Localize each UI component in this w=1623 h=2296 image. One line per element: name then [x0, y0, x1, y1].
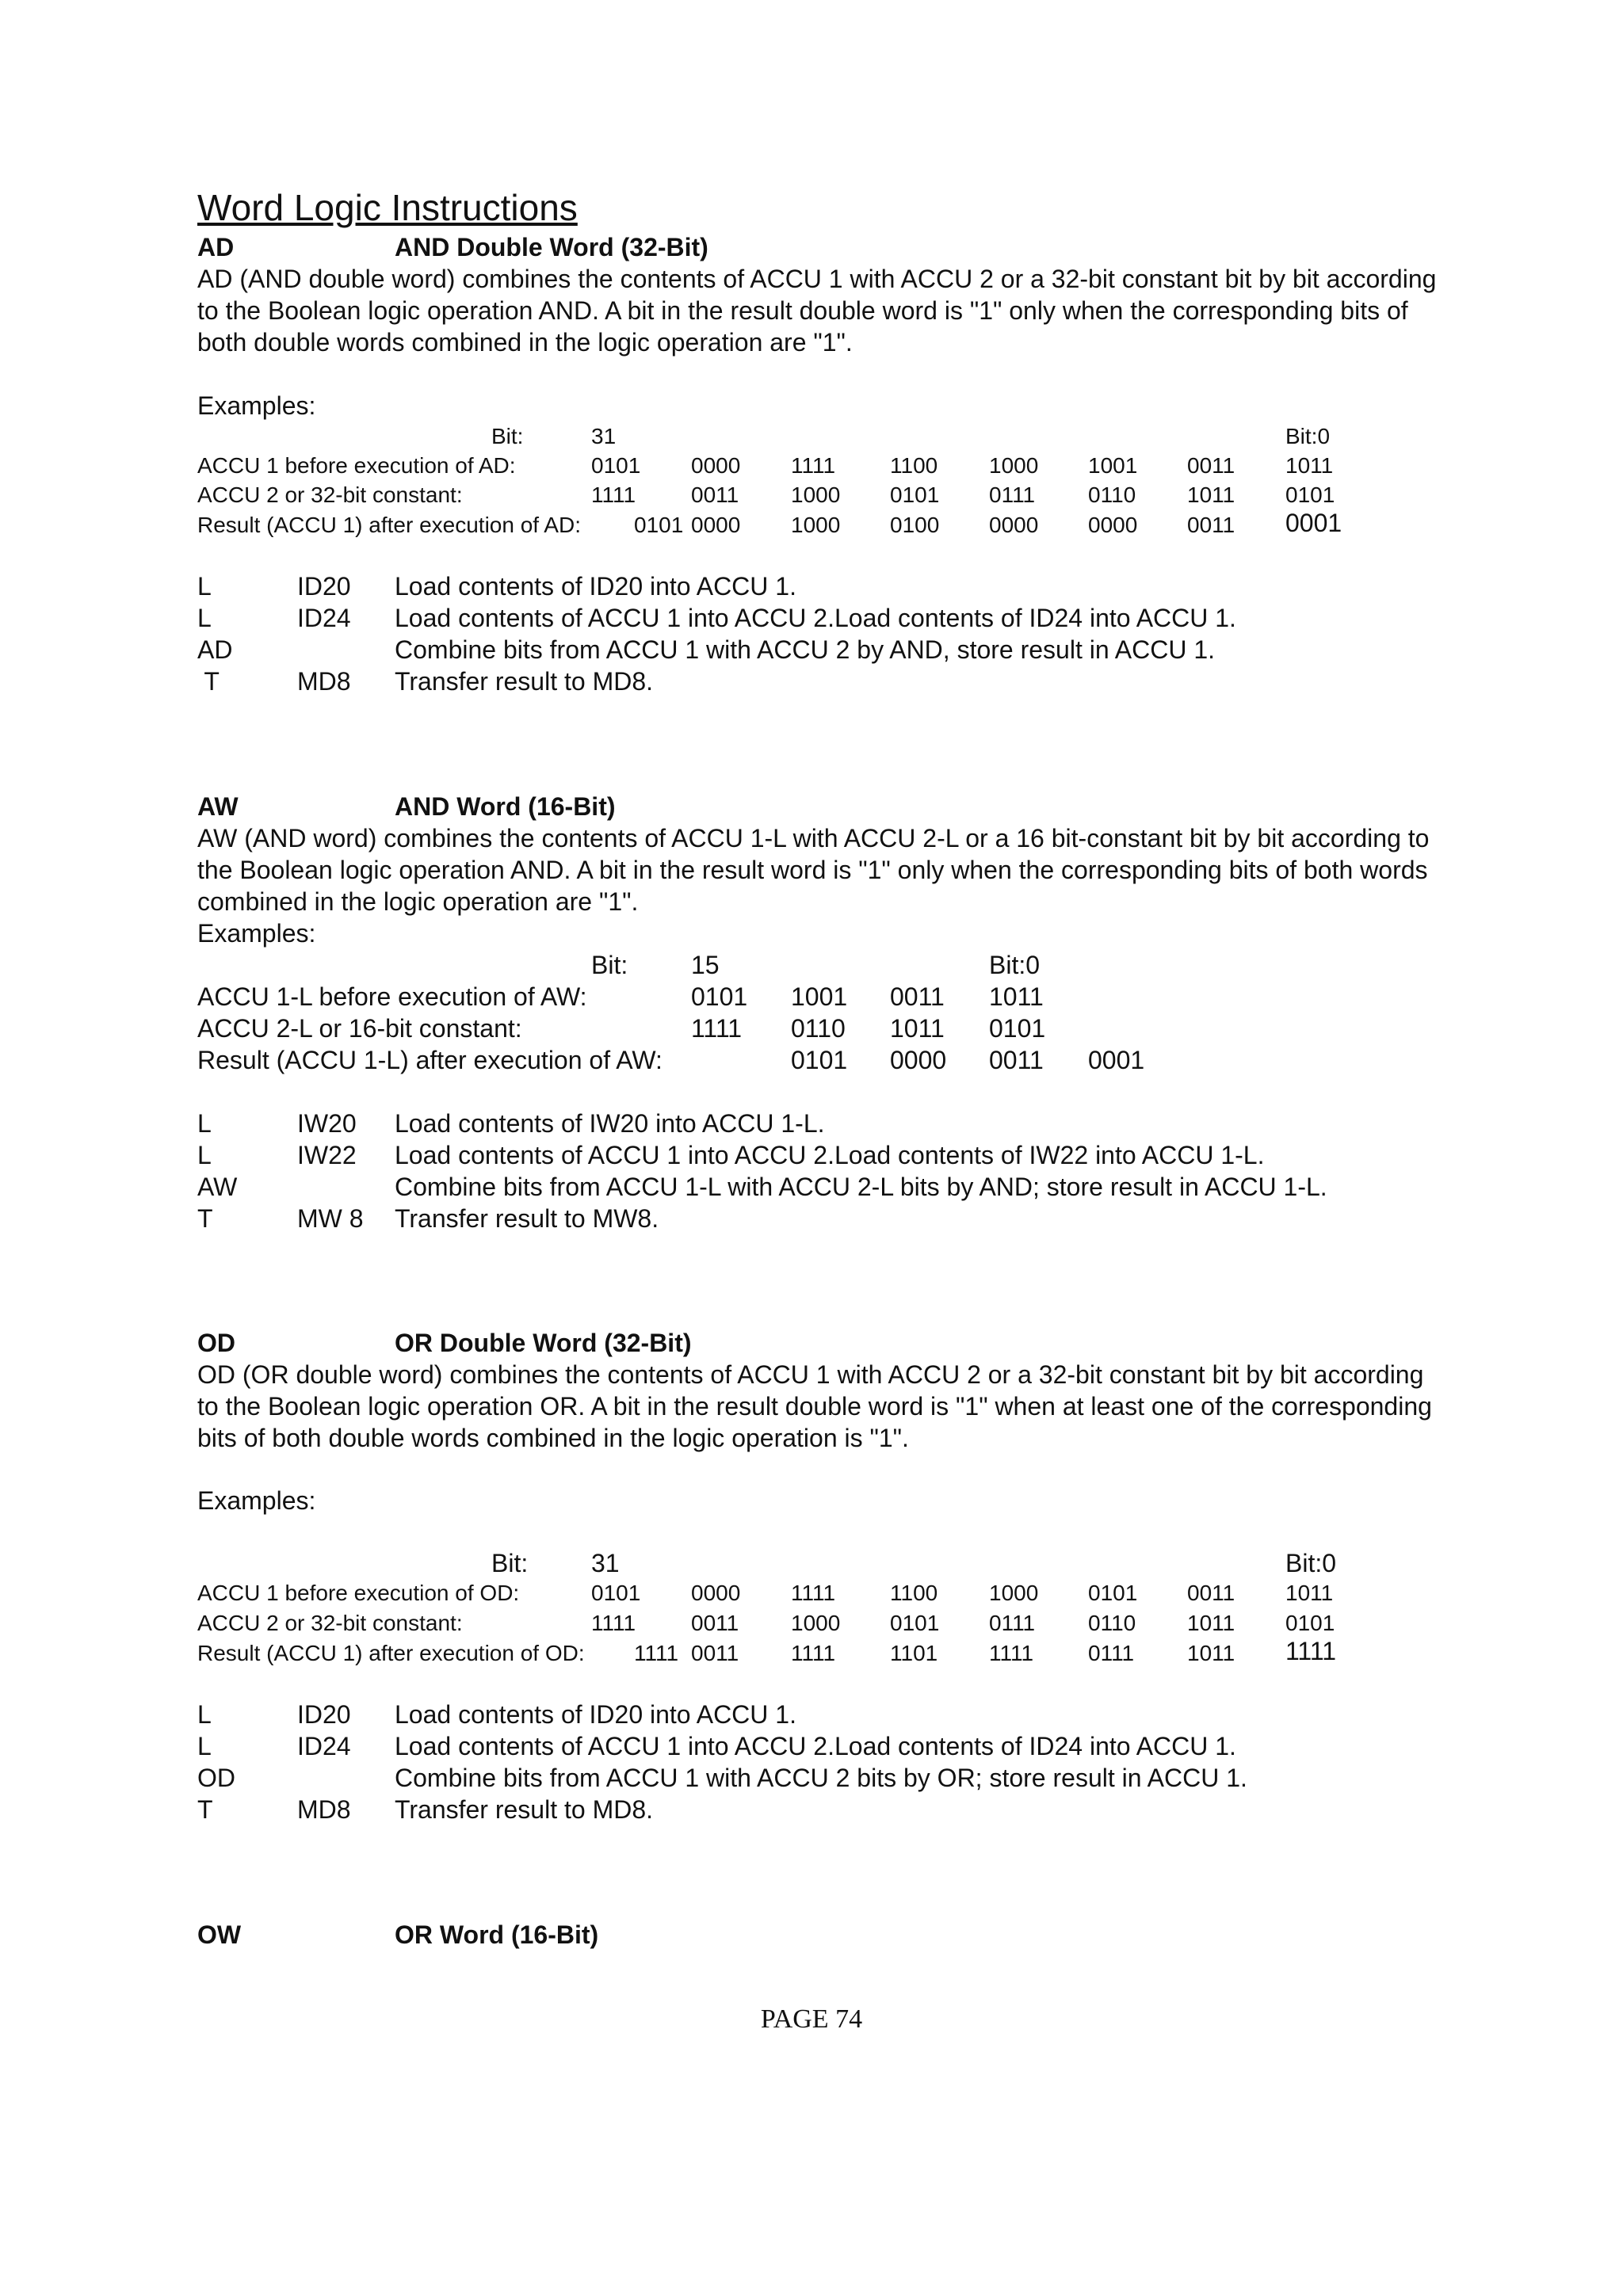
aw-row-value: 0101	[791, 1046, 848, 1074]
page-title: Word Logic Instructions	[197, 187, 578, 228]
ad-row-value: 0011	[1187, 453, 1235, 478]
ad-row-value: 1000	[791, 482, 841, 507]
ad-row-value: 1001	[1088, 453, 1138, 478]
od-row-value: 0011	[691, 1641, 739, 1665]
od-row-value: 0101	[1088, 1581, 1138, 1605]
od-examples-label: Examples:	[197, 1486, 316, 1515]
ad-row-value: 1000	[989, 453, 1039, 478]
od-code-op: L	[197, 1700, 212, 1729]
ad-row-label: ACCU 1 before execution of AD:	[197, 453, 516, 478]
ad-heading: AND Double Word (32-Bit)	[395, 233, 708, 261]
ad-row-value: 0000	[691, 513, 741, 537]
od-code-arg: MD8	[297, 1795, 351, 1824]
od-row-value: 0101	[591, 1581, 641, 1605]
ad-row-value: 0101	[634, 513, 684, 537]
aw-bit-low: Bit:0	[989, 951, 1041, 979]
ad-bit-high: 31	[591, 424, 617, 448]
aw-row-value: 0001	[1088, 1046, 1145, 1074]
aw-row-value: 0011	[890, 982, 945, 1011]
ad-row-value: 0000	[989, 513, 1039, 537]
ad-code-comment: Load contents of ID20 into ACCU 1.	[395, 572, 796, 601]
od-row-value: 1111	[591, 1611, 636, 1635]
aw-code-arg: IW20	[297, 1109, 357, 1138]
aw-row-value: 1011	[989, 982, 1044, 1011]
od-row-value: 0101	[890, 1611, 940, 1635]
aw-bit-high: 15	[691, 951, 720, 979]
ow-mnemonic: OW	[197, 1920, 242, 1949]
aw-code-op: L	[197, 1141, 212, 1169]
ad-row-value: 0110	[1088, 482, 1136, 507]
aw-row-value: 1001	[791, 982, 848, 1011]
od-code-arg: ID24	[297, 1732, 351, 1760]
aw-mnemonic: AW	[197, 792, 239, 821]
od-code-comment: Transfer result to MD8.	[395, 1795, 654, 1824]
od-row-value: 0110	[1088, 1611, 1136, 1635]
ad-examples-label: Examples:	[197, 391, 316, 420]
ad-row-value: 1011	[1285, 453, 1334, 478]
od-code-op: OD	[197, 1764, 235, 1792]
ad-row-value: 1011	[1187, 482, 1235, 507]
od-row-value: 0101	[1285, 1611, 1335, 1635]
aw-row-label: ACCU 2-L or 16-bit constant:	[197, 1014, 522, 1043]
aw-heading: AND Word (16-Bit)	[395, 792, 616, 821]
od-code-comment: Load contents of ACCU 1 into ACCU 2.Load contents of ID24 into ACCU 1.	[395, 1732, 1236, 1760]
ad-row-value: 0101	[591, 453, 641, 478]
ad-bit-label: Bit:	[491, 424, 524, 448]
od-row-value: 1100	[890, 1581, 938, 1605]
od-row-value: 0011	[1187, 1581, 1235, 1605]
od-code-comment: Combine bits from ACCU 1 with ACCU 2 bits by OR; store result in ACCU 1.	[395, 1764, 1247, 1792]
od-row-value: 1011	[1187, 1611, 1235, 1635]
od-mnemonic: OD	[197, 1329, 235, 1357]
od-row-value: 1101	[890, 1641, 938, 1665]
od-row-value: 1111	[791, 1581, 836, 1605]
od-row-value: 1111	[634, 1641, 679, 1665]
od-row-value: 1111	[989, 1641, 1034, 1665]
aw-row-value: 0000	[890, 1046, 947, 1074]
ad-row-value: 0100	[890, 513, 940, 537]
od-row-value: 0111	[1088, 1641, 1135, 1665]
ad-row-value: 1111	[591, 482, 636, 507]
ad-row-value: 0111	[989, 482, 1036, 507]
page-number: PAGE 74	[760, 2004, 863, 2034]
ad-code-op: AD	[197, 635, 233, 664]
ad-code-arg: MD8	[297, 667, 351, 696]
aw-code-op: L	[197, 1109, 212, 1138]
aw-code-comment: Combine bits from ACCU 1-L with ACCU 2-L bits by AND; store result in ACCU 1-L.	[395, 1173, 1327, 1201]
ad-row-label: ACCU 2 or 32-bit constant:	[197, 482, 463, 507]
ad-code-arg: ID24	[297, 604, 351, 632]
od-row-value: 0011	[691, 1611, 739, 1635]
od-row-label: ACCU 2 or 32-bit constant:	[197, 1611, 463, 1635]
ad-row-value: 1111	[791, 453, 836, 478]
od-row-value: 1000	[791, 1611, 841, 1635]
od-heading: OR Double Word (32-Bit)	[395, 1329, 692, 1357]
od-bit-high: 31	[591, 1549, 620, 1577]
aw-description: AW (AND word) combines the contents of ACCU 1-L with ACCU 2-L or a 16 bit-constant bit by bit according to the Boolean logic operation AND. A bit in the result word is "1" only when the corresponding bits of both words combined in the logic operation are "1".	[197, 824, 1430, 916]
aw-row-value: 1111	[691, 1014, 743, 1043]
od-row-value: 1111	[1285, 1637, 1337, 1665]
aw-row-value: 0101	[691, 982, 748, 1011]
aw-row-value: 0110	[791, 1014, 846, 1043]
aw-code-op: AW	[197, 1173, 238, 1201]
od-description: OD (OR double word) combines the contents of ACCU 1 with ACCU 2 or a 32-bit constant bit by bit according to the Boolean logic operation OR. A bit in the result double word is "1" when at least one of the corresponding bits of both double words combined in the logic operation is "1".	[197, 1360, 1432, 1452]
od-row-value: 0000	[691, 1581, 741, 1605]
aw-examples-label: Examples:	[197, 919, 316, 948]
od-row-label: ACCU 1 before execution of OD:	[197, 1581, 520, 1605]
ad-row-label: Result (ACCU 1) after execution of AD:	[197, 513, 581, 537]
ad-code-op: L	[197, 572, 212, 601]
ad-row-value: 0011	[691, 482, 739, 507]
od-code-comment: Load contents of ID20 into ACCU 1.	[395, 1700, 796, 1729]
ad-row-value: 0101	[890, 482, 940, 507]
ad-row-value: 0000	[1088, 513, 1138, 537]
od-row-value: 0111	[989, 1611, 1036, 1635]
aw-code-arg: MW 8	[297, 1204, 364, 1233]
aw-bit-label: Bit:	[591, 951, 628, 979]
od-code-arg: ID20	[297, 1700, 351, 1729]
ow-heading: OR Word (16-Bit)	[395, 1920, 599, 1949]
ad-code-comment: Combine bits from ACCU 1 with ACCU 2 by AND, store result in ACCU 1.	[395, 635, 1216, 664]
od-row-value: 1111	[791, 1641, 836, 1665]
ad-code-op: T	[197, 667, 220, 696]
od-row-value: 1011	[1187, 1641, 1235, 1665]
aw-row-label: Result (ACCU 1-L) after execution of AW:	[197, 1046, 663, 1074]
aw-code-comment: Transfer result to MW8.	[395, 1204, 659, 1233]
od-row-value: 1000	[989, 1581, 1039, 1605]
ad-row-value: 0101	[1285, 482, 1335, 507]
od-code-op: T	[197, 1795, 213, 1824]
aw-row-value: 0011	[989, 1046, 1044, 1074]
od-bit-label: Bit:	[491, 1549, 529, 1577]
ad-code-arg: ID20	[297, 572, 351, 601]
ad-bit-low: Bit:0	[1285, 424, 1331, 448]
ad-code-comment: Transfer result to MD8.	[395, 667, 654, 696]
ad-row-value: 0000	[691, 453, 741, 478]
ad-row-value: 1100	[890, 453, 938, 478]
aw-code-comment: Load contents of ACCU 1 into ACCU 2.Load contents of IW22 into ACCU 1-L.	[395, 1141, 1265, 1169]
ad-code-comment: Load contents of ACCU 1 into ACCU 2.Load contents of ID24 into ACCU 1.	[395, 604, 1236, 632]
od-bit-low: Bit:0	[1285, 1549, 1337, 1577]
ad-description: AD (AND double word) combines the contents of ACCU 1 with ACCU 2 or a 32-bit constant bit by bit according to the Boolean logic operation AND. A bit in the result double word is "1" only when the corresponding bits of both double words combined in the logic operation are "1".	[197, 265, 1437, 357]
od-row-label: Result (ACCU 1) after execution of OD:	[197, 1641, 585, 1665]
aw-row-label: ACCU 1-L before execution of AW:	[197, 982, 587, 1011]
ad-row-value: 0001	[1285, 509, 1342, 537]
od-code-op: L	[197, 1732, 212, 1760]
ad-row-value: 0011	[1187, 513, 1235, 537]
od-row-value: 1011	[1285, 1581, 1334, 1605]
ad-row-value: 1000	[791, 513, 841, 537]
ad-code-op: L	[197, 604, 212, 632]
aw-code-comment: Load contents of IW20 into ACCU 1-L.	[395, 1109, 825, 1138]
aw-code-arg: IW22	[297, 1141, 357, 1169]
aw-row-value: 0101	[989, 1014, 1046, 1043]
aw-code-op: T	[197, 1204, 213, 1233]
aw-row-value: 1011	[890, 1014, 945, 1043]
ad-mnemonic: AD	[197, 233, 235, 261]
